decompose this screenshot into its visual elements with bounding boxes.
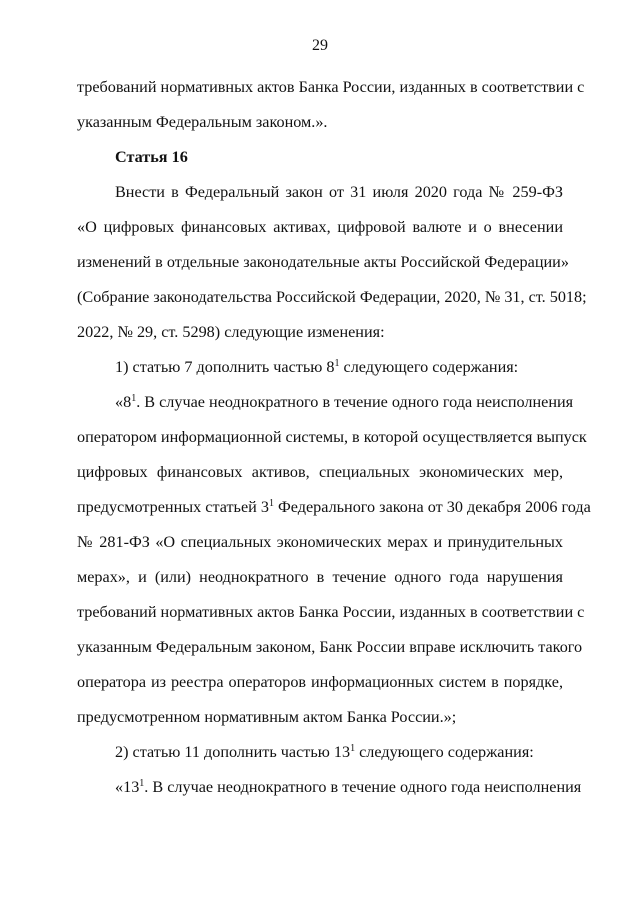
text-fragment: . В случае неоднократного в течение одного года неисполнения xyxy=(144,778,582,796)
text-fragment: «13 xyxy=(115,778,140,796)
superscript: 1 xyxy=(334,358,340,369)
text-line: мерах», и (или) неоднократного в течение одного года нарушения xyxy=(77,568,563,586)
text-line: «О цифровых финансовых активах, цифровой валюте и о внесении xyxy=(77,218,563,236)
text-line: требований нормативных актов Банка России, изданных в соответствии с xyxy=(77,603,585,621)
article-heading: Статья 16 xyxy=(115,148,188,166)
text-line: оператором информационной системы, в которой осуществляется выпуск xyxy=(77,428,587,446)
text-line xyxy=(115,356,563,378)
superscript: 1 xyxy=(139,778,145,789)
text-line xyxy=(115,391,574,413)
text-line xyxy=(115,776,582,798)
text-fragment: «8 xyxy=(115,393,132,411)
text-line xyxy=(77,496,591,518)
text-line: указанным Федеральным законом, Банк России вправе исключить такого xyxy=(77,638,583,656)
text-line: 2022, № 29, ст. 5298) следующие изменения: xyxy=(77,323,385,341)
text-fragment: 2) статью 11 дополнить частью 13 xyxy=(115,743,351,761)
text-line: требований нормативных актов Банка России, изданных в соответствии с xyxy=(77,78,585,96)
page-number: 29 xyxy=(312,37,328,54)
text-line: Внести в Федеральный закон от 31 июля 2020 года № 259-ФЗ xyxy=(115,183,563,201)
text-line xyxy=(115,741,563,763)
text-fragment: 1) статью 7 дополнить частью 8 xyxy=(115,358,335,376)
superscript: 1 xyxy=(131,393,137,404)
text-fragment: предусмотренных статьей 3 xyxy=(77,498,269,516)
text-fragment: Федерального закона от 30 декабря 2006 года xyxy=(273,498,591,516)
superscript: 1 xyxy=(350,743,356,754)
text-line: указанным Федеральным законом.». xyxy=(77,113,328,131)
text-fragment: следующего содержания: xyxy=(339,358,519,376)
text-line: изменений в отдельные законодательные акты Российской Федерации» xyxy=(77,253,569,271)
text-line: цифровых финансовых активов, специальных экономических мер, xyxy=(77,463,563,481)
text-line: предусмотренном нормативным актом Банка России.»; xyxy=(77,708,457,726)
text-fragment: следующего содержания: xyxy=(355,743,534,761)
text-fragment: . В случае неоднократного в течение одного года неисполнения xyxy=(136,393,574,411)
text-line: оператора из реестра операторов информационных систем в порядке, xyxy=(77,673,563,691)
superscript: 1 xyxy=(268,498,274,509)
text-line: (Собрание законодательства Российской Федерации, 2020, № 31, ст. 5018; xyxy=(77,288,587,306)
text-line: № 281-ФЗ «О специальных экономических мерах и принудительных xyxy=(77,533,563,551)
